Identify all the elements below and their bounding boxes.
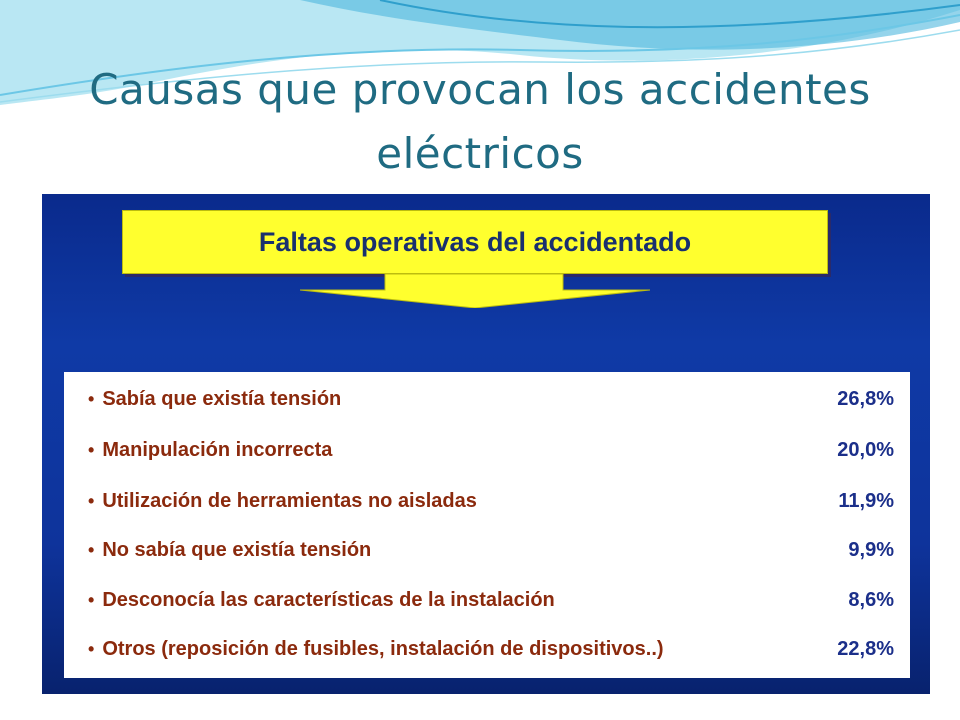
row-value: 20,0% <box>837 438 894 461</box>
content-panel <box>42 194 930 694</box>
row-label-text: Utilización de herramientas no aisladas <box>102 489 477 512</box>
row-value: 26,8% <box>837 387 894 410</box>
bullet-icon: • <box>88 490 95 511</box>
row-label-text: Otros (reposición de fusibles, instalación de dispositivos..) <box>102 637 664 660</box>
bullet-icon: • <box>88 539 95 560</box>
row-label <box>88 638 664 661</box>
table-row <box>88 435 894 465</box>
row-label-text: No sabía que existía tensión <box>102 538 372 561</box>
banner-text: Faltas operativas del accidentado <box>258 226 692 257</box>
bullet-icon: • <box>88 589 95 610</box>
table-row <box>88 486 894 516</box>
row-value: 8,6% <box>848 588 894 611</box>
row-label-text: Manipulación incorrecta <box>102 438 333 461</box>
bullet-icon: • <box>88 388 95 409</box>
banner <box>122 210 828 274</box>
slide-title: Causas que provocan los accidentes eléctricos <box>89 65 871 178</box>
row-value: 11,9% <box>838 489 894 512</box>
row-value: 9,9% <box>848 538 894 561</box>
statistics-table <box>64 372 910 678</box>
table-row <box>88 634 894 664</box>
row-label <box>88 589 555 612</box>
table-row <box>88 384 894 414</box>
row-label <box>88 439 332 462</box>
row-value: 22,8% <box>837 637 894 660</box>
bullet-icon: • <box>88 638 95 659</box>
row-label <box>88 539 371 562</box>
row-label-text: Sabía que existía tensión <box>102 387 342 410</box>
row-label-text: Desconocía las características de la instalación <box>102 588 555 611</box>
down-arrow-icon <box>300 274 650 308</box>
bullet-icon: • <box>88 439 95 460</box>
row-label <box>88 388 341 411</box>
table-row <box>88 535 894 565</box>
table-row <box>88 585 894 615</box>
row-label <box>88 490 477 513</box>
